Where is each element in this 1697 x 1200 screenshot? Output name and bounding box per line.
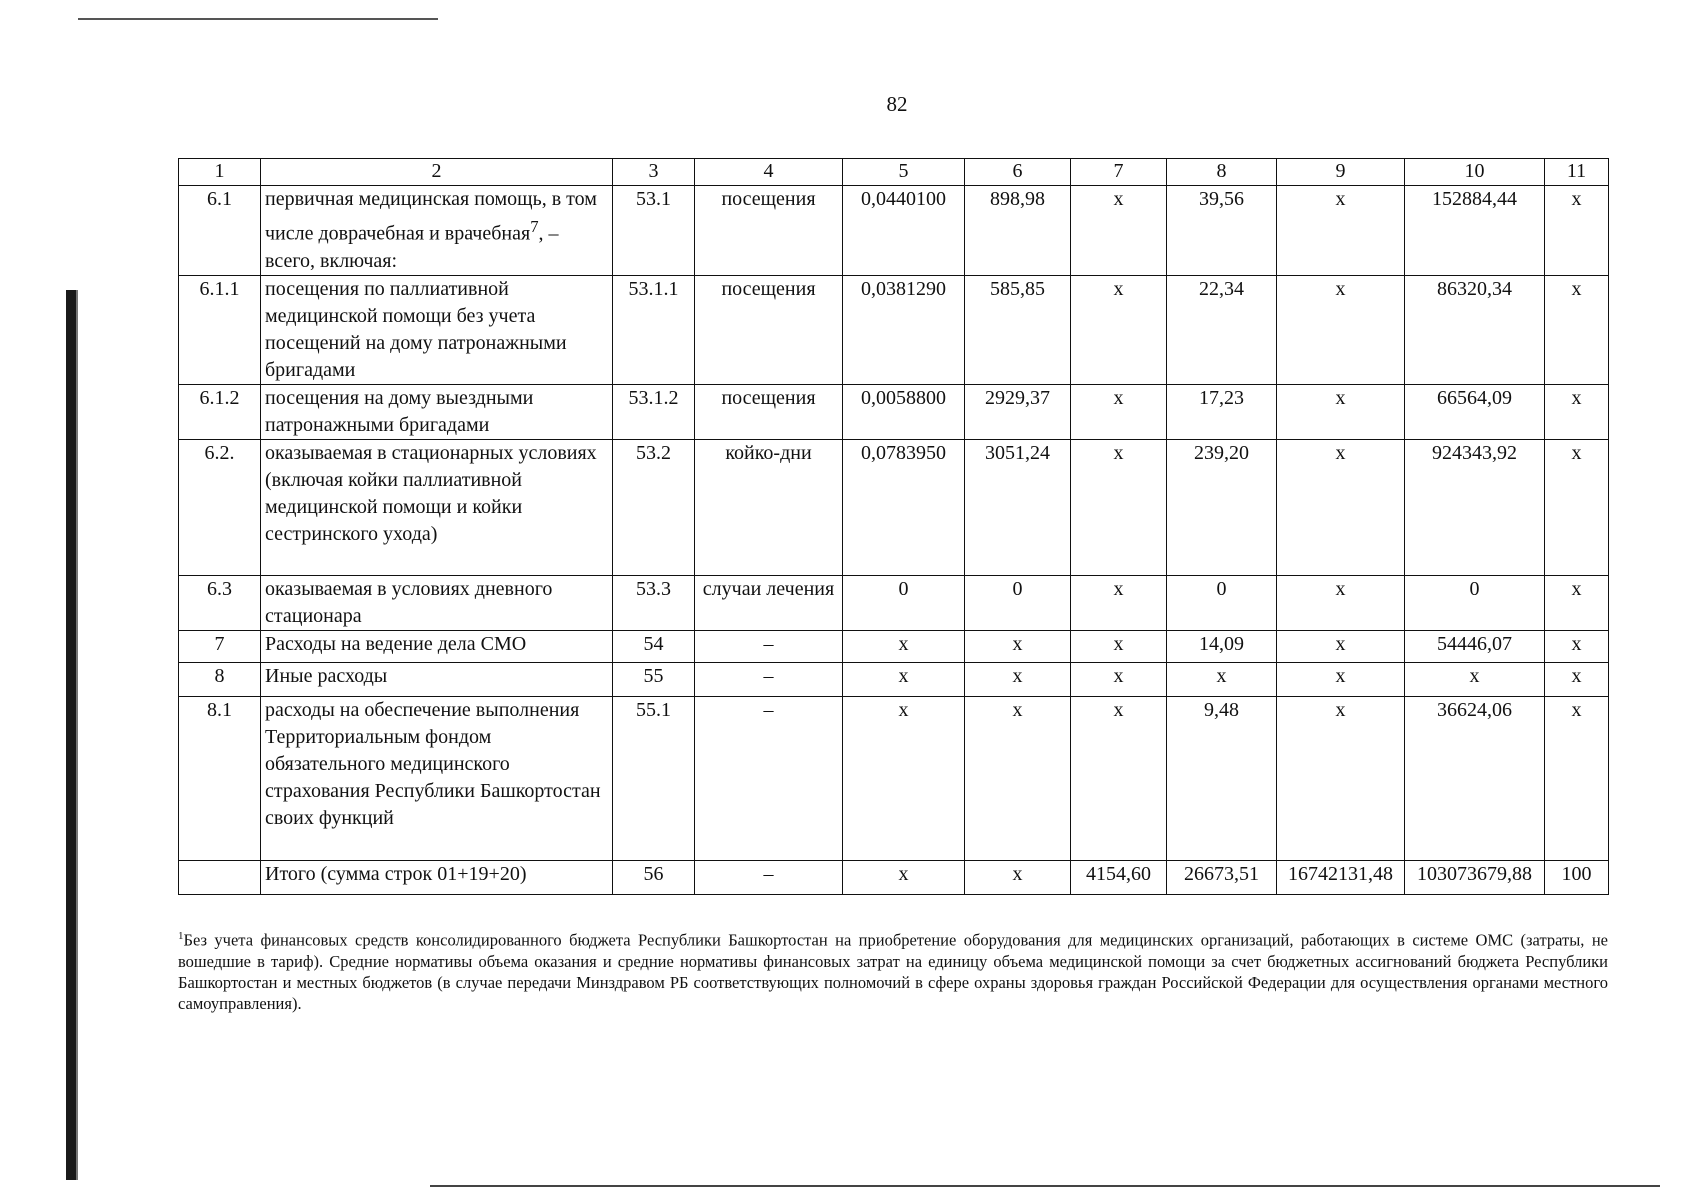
row-c10: 54446,07 [1405, 630, 1545, 662]
row-c6: х [965, 630, 1071, 662]
row-c7: х [1071, 575, 1167, 630]
row-name: посещения по паллиативной медицинской помощи без учета посещений на дому патронажными бригадами [261, 275, 613, 384]
row-unit: посещения [695, 275, 843, 384]
row-unit: случаи лечения [695, 575, 843, 630]
row-c11: х [1545, 439, 1609, 575]
row-line-code: 53.1 [613, 186, 695, 276]
row-c9: х [1277, 630, 1405, 662]
row-c5: х [843, 630, 965, 662]
row-number: 6.1.2 [179, 384, 261, 439]
scan-bottom-line [430, 1185, 1660, 1187]
row-c6: 3051,24 [965, 439, 1071, 575]
table-row [179, 575, 1609, 630]
row-c11: 100 [1545, 860, 1609, 894]
row-c9: х [1277, 439, 1405, 575]
row-c9: х [1277, 662, 1405, 696]
row-number: 6.1 [179, 186, 261, 276]
header-cell: 8 [1167, 159, 1277, 186]
table-row-total [179, 860, 1609, 894]
footnote-text: Без учета финансовых средств консолидированного бюджета Республики Башкортостан на приобретение оборудования для медицинских организаций, работающих в системе ОМС (затраты, не вошедшие в тариф). Средние нормативы объема оказания и средние нормативы финансовых затрат на единицу объема медицинской помощи за счет бюджетных ассигнований бюджета Республики Башкортостан и местных бюджетов (в случае передачи Минздравом РБ соответствующих полномочий в сфере охраны здоровья граждан Российской Федерации для осуществления органами местного самоуправления). [178, 930, 1608, 1013]
footnote-marker: 1 [178, 930, 184, 942]
row-c8: 17,23 [1167, 384, 1277, 439]
row-c6: 585,85 [965, 275, 1071, 384]
row-c7: х [1071, 630, 1167, 662]
table-row [179, 630, 1609, 662]
row-c6: х [965, 860, 1071, 894]
row-c7: 4154,60 [1071, 860, 1167, 894]
row-c5: х [843, 662, 965, 696]
row-line-code: 56 [613, 860, 695, 894]
row-name: Иные расходы [261, 662, 613, 696]
row-c8: 14,09 [1167, 630, 1277, 662]
page-number-container [0, 92, 1697, 117]
row-number: 6.2. [179, 439, 261, 575]
header-cell: 9 [1277, 159, 1405, 186]
row-c9: х [1277, 696, 1405, 860]
row-c9: х [1277, 275, 1405, 384]
row-unit: – [695, 860, 843, 894]
row-c11: х [1545, 275, 1609, 384]
row-c8: 39,56 [1167, 186, 1277, 276]
row-number: 7 [179, 630, 261, 662]
row-c7: х [1071, 186, 1167, 276]
row-c5: х [843, 860, 965, 894]
row-c11: х [1545, 384, 1609, 439]
row-c5: х [843, 696, 965, 860]
row-name: Итого (сумма строк 01+19+20) [261, 860, 613, 894]
row-c8: 9,48 [1167, 696, 1277, 860]
row-c7: х [1071, 662, 1167, 696]
row-c7: х [1071, 384, 1167, 439]
row-c11: х [1545, 575, 1609, 630]
row-c10: х [1405, 662, 1545, 696]
row-c9: х [1277, 384, 1405, 439]
row-c10: 86320,34 [1405, 275, 1545, 384]
row-line-code: 54 [613, 630, 695, 662]
row-c6: 0 [965, 575, 1071, 630]
header-cell: 2 [261, 159, 613, 186]
row-unit: посещения [695, 186, 843, 276]
row-c8: х [1167, 662, 1277, 696]
scan-left-edge-thin [76, 290, 78, 1180]
row-c6: х [965, 662, 1071, 696]
row-line-code: 53.1.1 [613, 275, 695, 384]
row-name: оказываемая в стационарных условиях (включая койки паллиативной медицинской помощи и койки сестринского ухода) [261, 439, 613, 575]
table-row [179, 439, 1609, 575]
row-c8: 26673,51 [1167, 860, 1277, 894]
header-cell: 3 [613, 159, 695, 186]
header-cell: 5 [843, 159, 965, 186]
row-c8: 22,34 [1167, 275, 1277, 384]
row-c5: 0,0440100 [843, 186, 965, 276]
table-row [179, 662, 1609, 696]
row-unit: – [695, 630, 843, 662]
row-unit: посещения [695, 384, 843, 439]
row-c8: 239,20 [1167, 439, 1277, 575]
header-cell: 10 [1405, 159, 1545, 186]
row-c6: 898,98 [965, 186, 1071, 276]
footnote [178, 926, 1608, 1014]
row-unit: – [695, 696, 843, 860]
row-line-code: 55.1 [613, 696, 695, 860]
row-c5: 0,0783950 [843, 439, 965, 575]
row-c9: х [1277, 186, 1405, 276]
row-c5: 0,0058800 [843, 384, 965, 439]
row-name: расходы на обеспечение выполнения Территориальным фондом обязательного медицинского страхования Республики Башкортостан своих функций [261, 696, 613, 860]
row-c10: 103073679,88 [1405, 860, 1545, 894]
row-name: Расходы на ведение дела СМО [261, 630, 613, 662]
row-c9: 16742131,48 [1277, 860, 1405, 894]
row-c11: х [1545, 186, 1609, 276]
row-c11: х [1545, 662, 1609, 696]
row-name: первичная медицинская помощь, в том числе доврачебная и врачебная$^7$, – всего, включая: [261, 186, 613, 276]
row-unit: койко-дни [695, 439, 843, 575]
row-c10: 36624,06 [1405, 696, 1545, 860]
row-unit: – [695, 662, 843, 696]
row-c6: 2929,37 [965, 384, 1071, 439]
row-c6: х [965, 696, 1071, 860]
table-row [179, 275, 1609, 384]
row-line-code: 55 [613, 662, 695, 696]
row-c10: 152884,44 [1405, 186, 1545, 276]
row-c8: 0 [1167, 575, 1277, 630]
row-number: 8 [179, 662, 261, 696]
row-c7: х [1071, 439, 1167, 575]
table-row [179, 696, 1609, 860]
row-name: посещения на дому выездными патронажными бригадами [261, 384, 613, 439]
table-row [179, 186, 1609, 276]
header-cell: 4 [695, 159, 843, 186]
row-c10: 66564,09 [1405, 384, 1545, 439]
row-c11: х [1545, 696, 1609, 860]
row-line-code: 53.2 [613, 439, 695, 575]
table-header-row [179, 159, 1609, 186]
row-line-code: 53.3 [613, 575, 695, 630]
row-name: оказываемая в условиях дневного стационара [261, 575, 613, 630]
footnote-ref: 7 [530, 217, 539, 236]
row-line-code: 53.1.2 [613, 384, 695, 439]
row-c7: х [1071, 696, 1167, 860]
header-cell: 6 [965, 159, 1071, 186]
header-cell: 11 [1545, 159, 1609, 186]
financing-table [178, 158, 1609, 895]
header-cell: 1 [179, 159, 261, 186]
row-c5: 0 [843, 575, 965, 630]
row-number: 6.3 [179, 575, 261, 630]
header-cell: 7 [1071, 159, 1167, 186]
row-c11: х [1545, 630, 1609, 662]
table-row [179, 384, 1609, 439]
row-number [179, 860, 261, 894]
row-c10: 924343,92 [1405, 439, 1545, 575]
scan-left-edge [66, 290, 76, 1180]
row-c9: х [1277, 575, 1405, 630]
row-c7: х [1071, 275, 1167, 384]
page-number: 82 [886, 92, 908, 116]
scan-top-line [78, 18, 438, 20]
row-number: 8.1 [179, 696, 261, 860]
row-number: 6.1.1 [179, 275, 261, 384]
row-c10: 0 [1405, 575, 1545, 630]
row-c5: 0,0381290 [843, 275, 965, 384]
